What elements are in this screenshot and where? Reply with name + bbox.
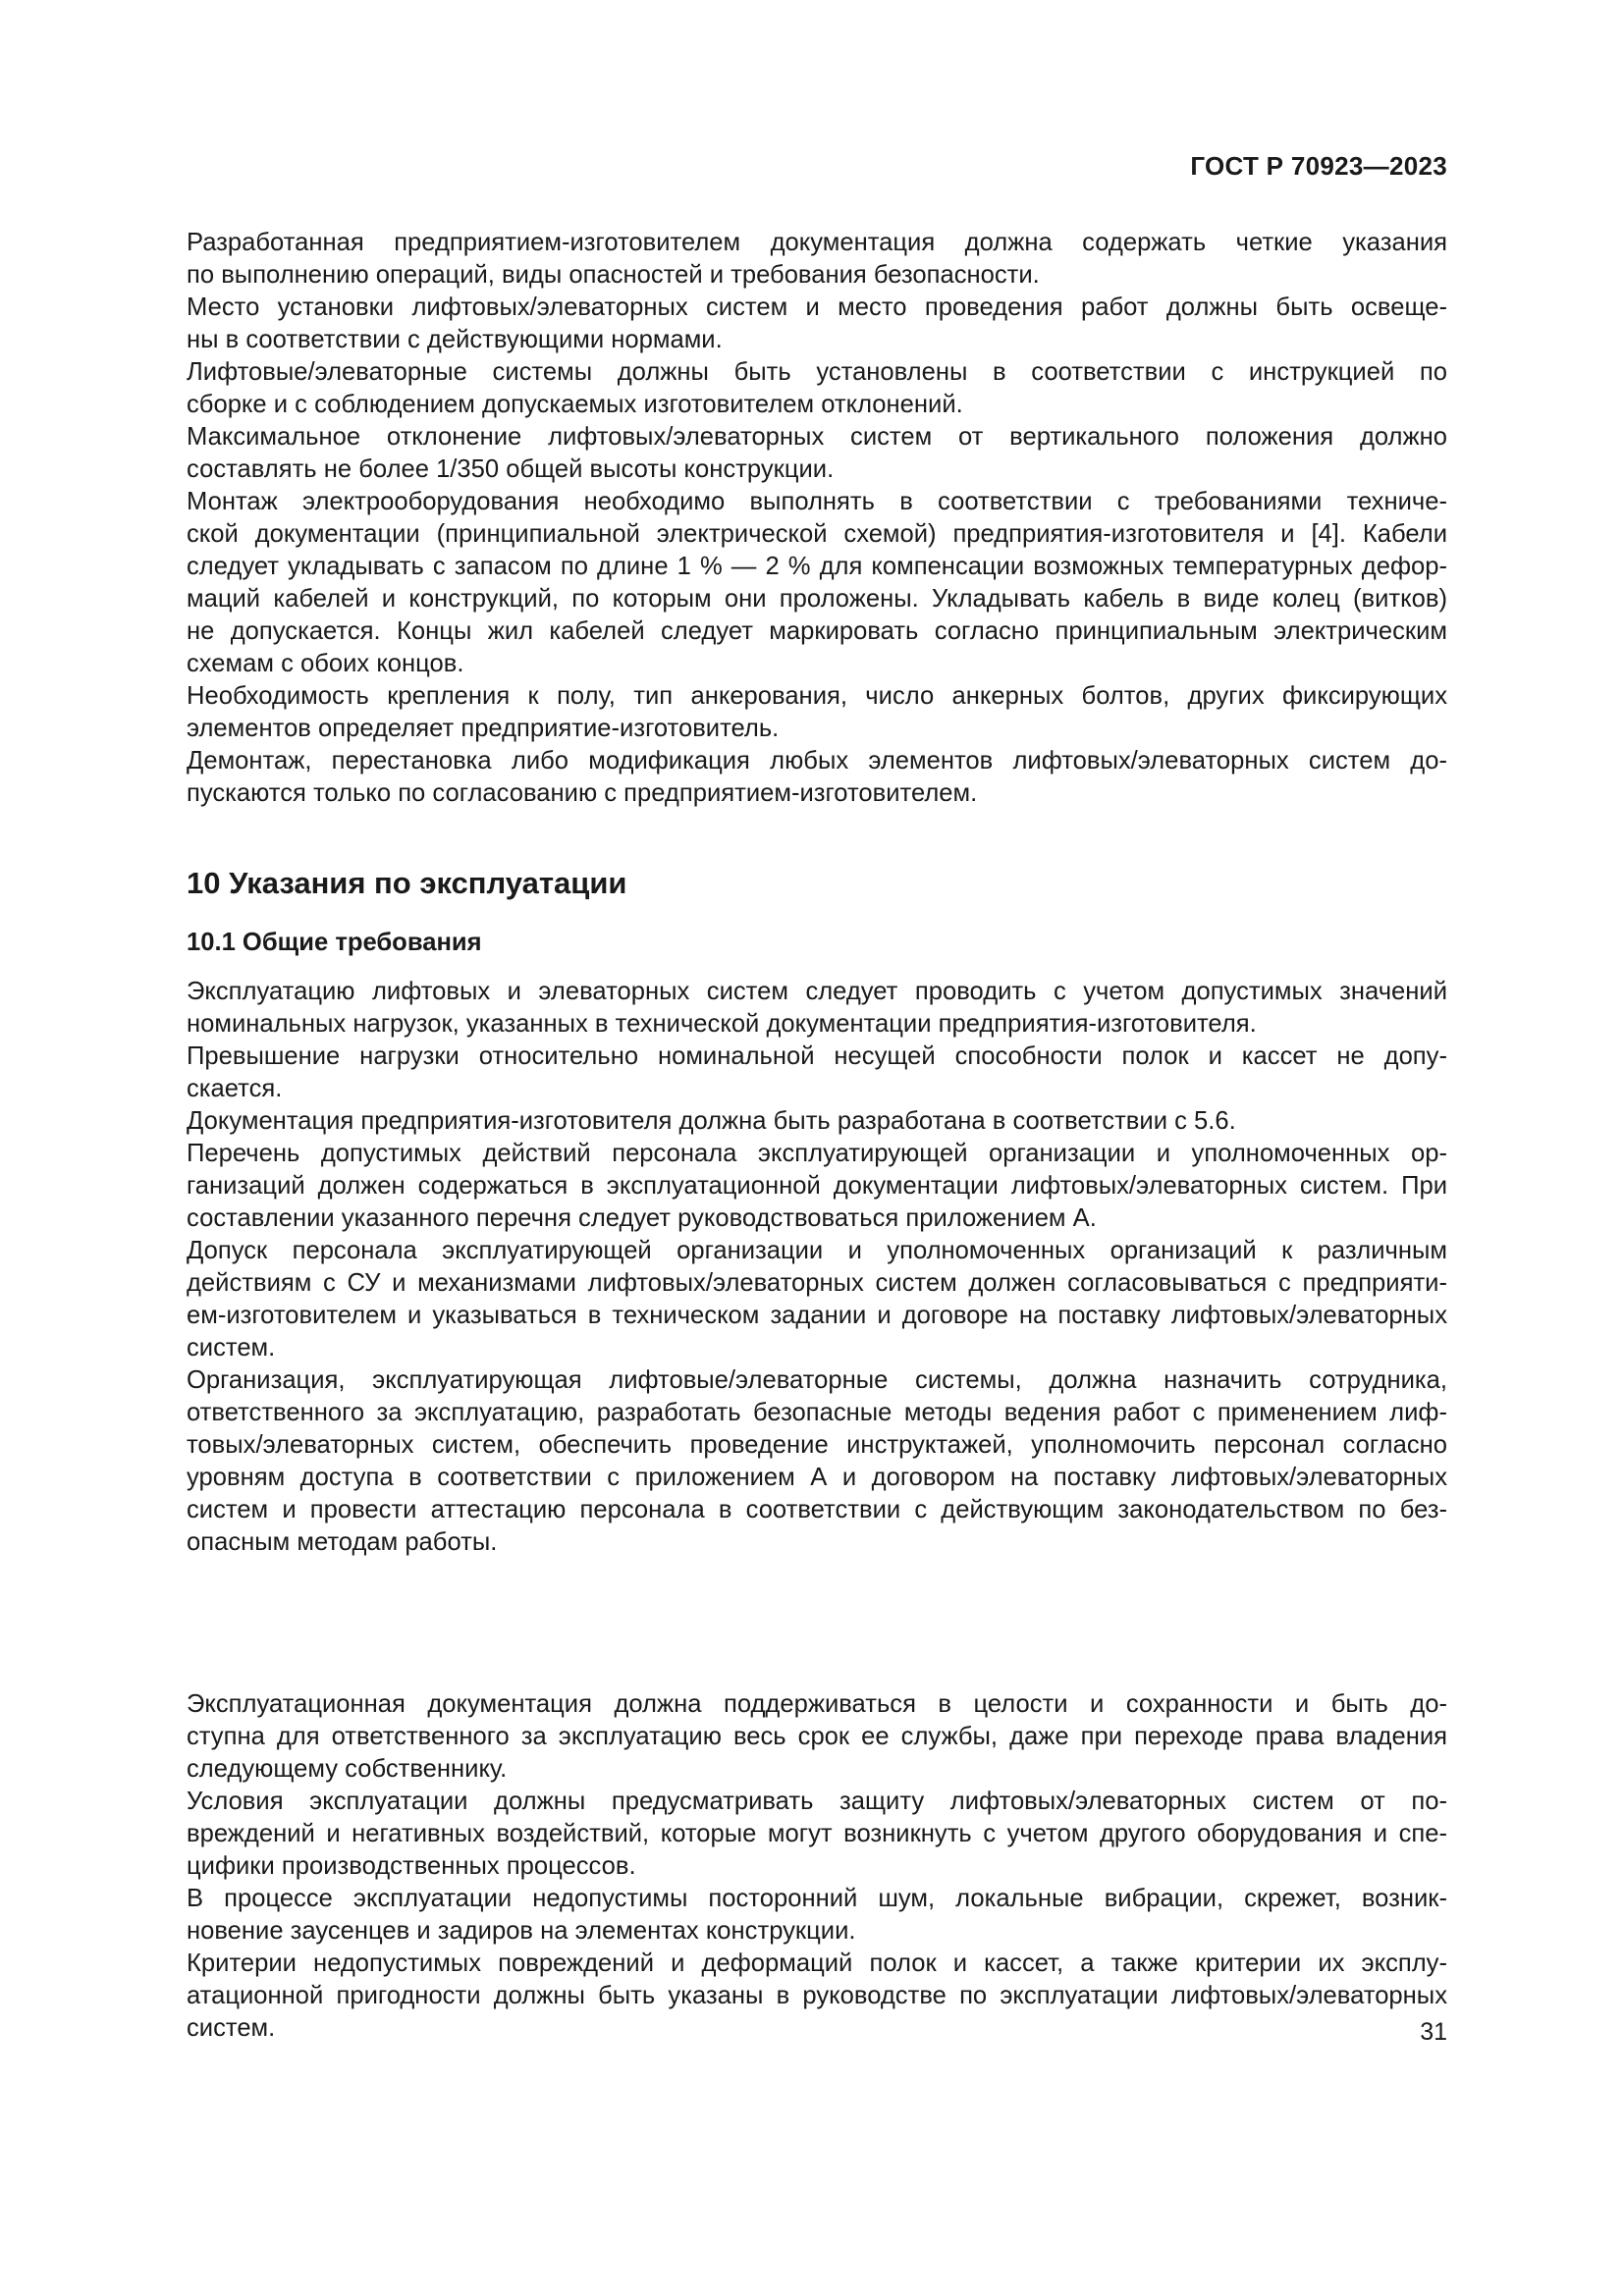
paragraph-line: Лифтовые/элеваторные системы должны быть установлены в соответствии с инструкцией по [187, 358, 1447, 386]
intro-text-block [187, 227, 1447, 810]
paragraph-line: новение заусенцев и задиров на элементах конструкции. [187, 1917, 856, 1945]
paragraph-line: систем. [187, 1334, 276, 1362]
paragraph-line: не допускается. Концы жил кабелей следует маркировать согласно принципиальным электрическим [187, 617, 1447, 645]
paragraph-line: составлении указанного перечня следует руководствоваться приложением А. [187, 1204, 1097, 1232]
paragraph-line: составлять не более 1/350 общей высоты конструкции. [187, 455, 835, 483]
paragraph-line: скается. [187, 1075, 283, 1102]
paragraph-line: по выполнению операций, виды опасностей и требования безопасности. [187, 261, 1040, 289]
paragraph [187, 680, 1447, 745]
paragraph-line: атационной пригодности должны быть указаны в руководстве по эксплуатации лифтовых/элеваторных [187, 1982, 1447, 2009]
paragraph [187, 1948, 1447, 2045]
paragraph [187, 1688, 1447, 1786]
paragraph-line: действиям с СУ и механизмами лифтовых/элеваторных систем должен согласовываться с предприяти- [187, 1269, 1447, 1297]
paragraph-line: Превышение нагрузки относительно номинальной несущей способности полок и кассет не допу- [187, 1042, 1447, 1070]
section-text-block [187, 976, 1447, 1559]
paragraph-line: Эксплуатацию лифтовых и элеваторных систем следует проводить с учетом допустимых значений [187, 978, 1447, 1005]
paragraph-line: ской документации (принципиальной электрической схемой) предприятия-изготовителя и [4]. Кабели [187, 520, 1447, 548]
paragraph-line: ем-изготовителем и указываться в техническом задании и договоре на поставку лифтовых/элеваторных [187, 1302, 1447, 1329]
paragraph-line: Условия эксплуатации должны предусматривать защиту лифтовых/элеваторных систем от по- [187, 1788, 1447, 1815]
paragraph-line: Разработанная предприятием-изготовителем документация должна содержать четкие указания [187, 229, 1447, 256]
paragraph-line: уровням доступа в соответствии с приложением А и договором на поставку лифтовых/элеваторных [187, 1464, 1447, 1491]
paragraph [187, 976, 1447, 1041]
paragraph-line: ступна для ответственного за эксплуатацию весь срок ее службы, даже при переходе права владения [187, 1723, 1447, 1750]
paragraph-line: схемам с обоих концов. [187, 650, 464, 677]
paragraph-line: Максимальное отклонение лифтовых/элеваторных систем от вертикального положения должно [187, 423, 1447, 451]
paragraph-line: В процессе эксплуатации недопустимы посторонний шум, локальные вибрации, скрежет, возник- [187, 1885, 1447, 1912]
paragraph [187, 486, 1447, 680]
paragraph-line: ответственного за эксплуатацию, разработать безопасные методы ведения работ с применением лиф- [187, 1399, 1447, 1426]
paragraph-line: следующему собственнику. [187, 1755, 508, 1783]
paragraph-line: Документация предприятия-изготовителя должна быть разработана в соответствии с 5.6. [187, 1107, 1236, 1135]
paragraph-line: номинальных нагрузок, указанных в технической документации предприятия-изготовителя. [187, 1010, 1257, 1038]
paragraph-line: опасным методам работы. [187, 1528, 498, 1556]
subsection-heading: 10.1 Общие требования [187, 929, 482, 956]
paragraph-line: маций кабелей и конструкций, по которым они проложены. Укладывать кабель в виде колец (витков) [187, 585, 1447, 613]
paragraph-line: Допуск персонала эксплуатирующей организации и уполномоченных организаций к различным [187, 1237, 1447, 1264]
paragraph-line: систем и провести аттестацию персонала в соответствии с действующим законодательством по без- [187, 1496, 1447, 1523]
paragraph-line: Монтаж электрооборудования необходимо выполнять в соответствии с требованиями техниче- [187, 488, 1447, 515]
page-number: 31 [1420, 2018, 1447, 2046]
paragraph [187, 292, 1447, 356]
paragraph [187, 1105, 1447, 1138]
paragraph [187, 1138, 1447, 1235]
paragraph-line: товых/элеваторных систем, обеспечить проведение инструктажей, уполномочить персонал согласно [187, 1431, 1447, 1459]
paragraph-line: пускаются только по согласованию с предприятием-изготовителем. [187, 779, 978, 807]
paragraph [187, 227, 1447, 292]
paragraph-line: Демонтаж, перестановка либо модификация любых элементов лифтовых/элеваторных систем до- [187, 747, 1447, 774]
paragraph [187, 1235, 1447, 1364]
paragraph [187, 421, 1447, 486]
standard-designation: ГОСТ Р 70923—2023 [1190, 151, 1447, 181]
paragraph-line: Перечень допустимых действий персонала эксплуатирующей организации и уполномоченных ор- [187, 1140, 1447, 1167]
paragraph-line: Критерии недопустимых повреждений и деформаций полок и кассет, а также критерии их эксплу- [187, 1949, 1447, 1977]
paragraph-line: Организация, эксплуатирующая лифтовые/элеваторные системы, должна назначить сотрудника, [187, 1366, 1447, 1394]
paragraph-line: Эксплуатационная документация должна поддерживаться в целости и сохранности и быть до- [187, 1690, 1447, 1718]
paragraph-line: вреждений и негативных воздействий, которые могут возникнуть с учетом другого оборудования и спе- [187, 1820, 1447, 1847]
paragraph [187, 356, 1447, 421]
paragraph-line: Место установки лифтовых/элеваторных систем и место проведения работ должны быть освеще- [187, 294, 1447, 321]
paragraph-line: сборке и с соблюдением допускаемых изготовителем отклонений. [187, 391, 963, 418]
paragraph-line: следует укладывать с запасом по длине 1 % — 2 % для компенсации возможных температурных дефор- [187, 553, 1447, 580]
section-heading: 10 Указания по эксплуатации [187, 866, 627, 900]
paragraph-line: ны в соответствии с действующими нормами. [187, 326, 723, 353]
paragraph-line: элементов определяет предприятие-изготовитель. [187, 715, 780, 742]
paragraph [187, 1786, 1447, 1883]
paragraph [187, 1041, 1447, 1105]
paragraph-line: цифики производственных процессов. [187, 1852, 636, 1880]
paragraph [187, 1364, 1447, 1559]
paragraph [187, 1883, 1447, 1948]
closing-text-block [187, 1688, 1447, 2045]
paragraph-line: ганизаций должен содержаться в эксплуатационной документации лифтовых/элеваторных систем. При [187, 1172, 1447, 1200]
paragraph-line: систем. [187, 2014, 276, 2042]
paragraph-line: Необходимость крепления к полу, тип анкерования, число анкерных болтов, других фиксирующих [187, 682, 1447, 710]
paragraph [187, 745, 1447, 810]
